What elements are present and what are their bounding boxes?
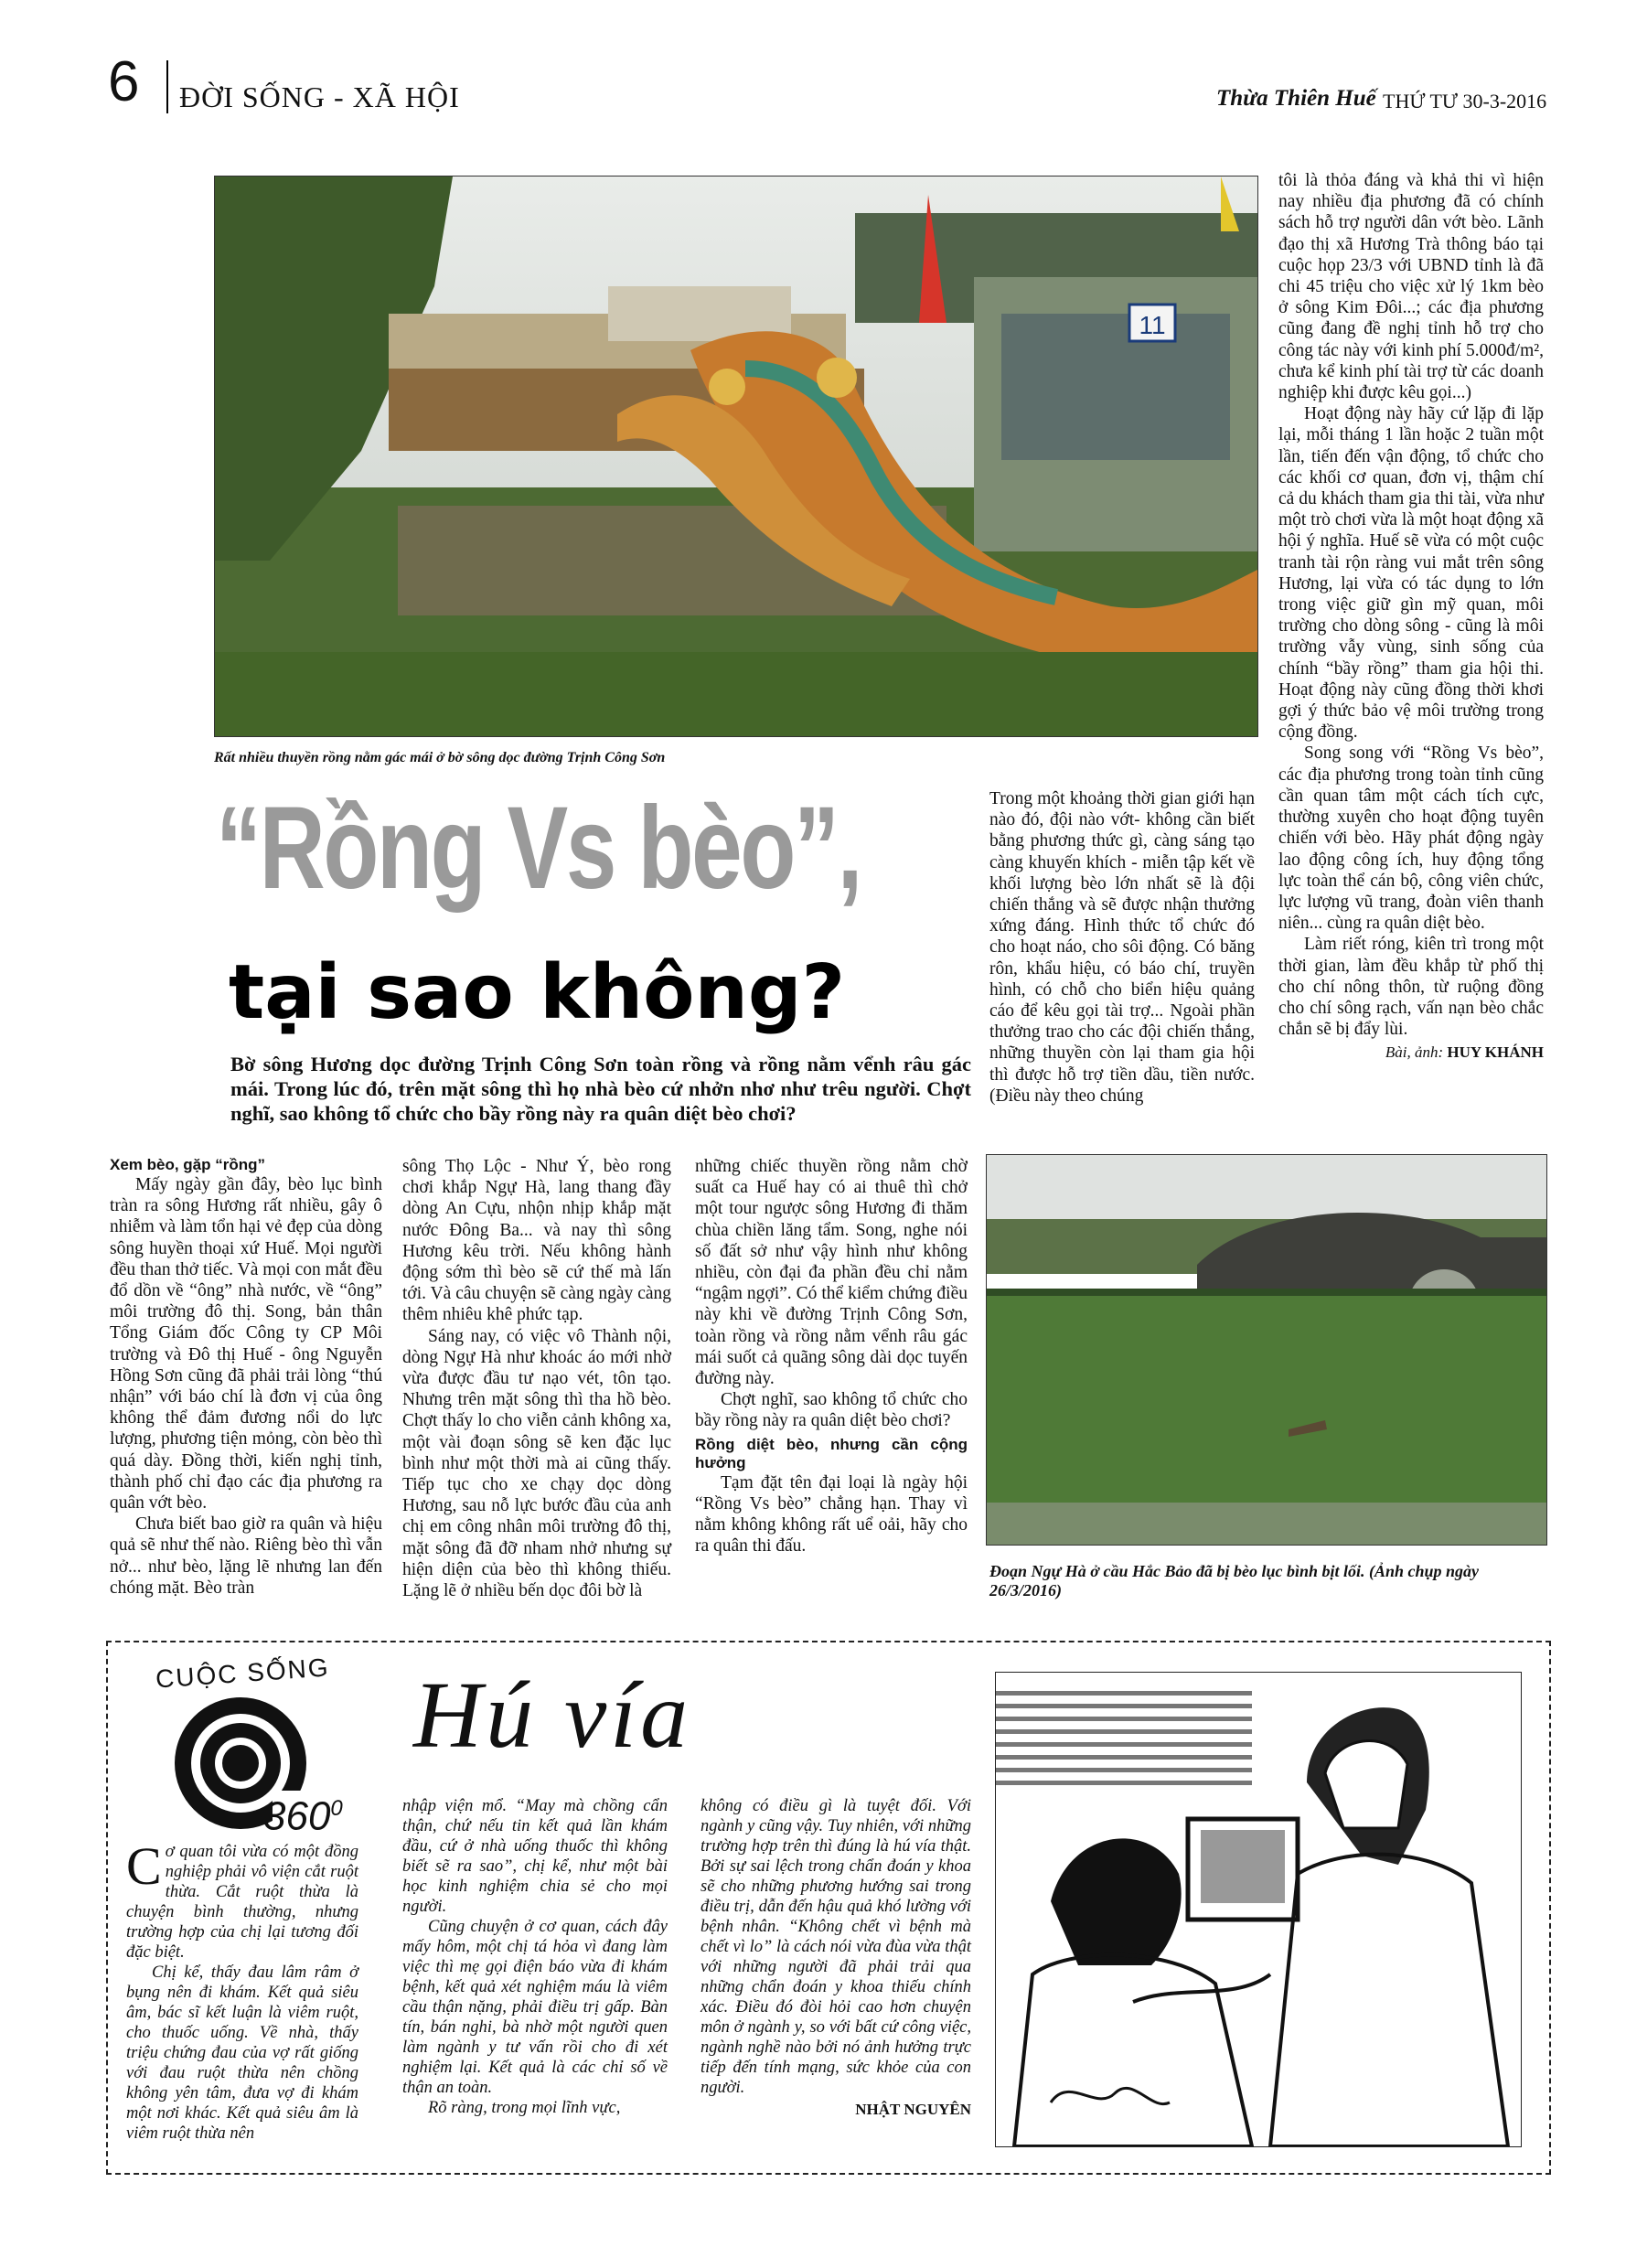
subhead-rong-diet-beo: Rồng diệt bèo, nhưng cần cộng hưởng (695, 1435, 968, 1471)
river-photo (986, 1154, 1547, 1546)
river-illustration (987, 1155, 1546, 1545)
sketch-graphic (996, 1673, 1521, 2146)
boat-number: 11 (1139, 311, 1166, 339)
issue-date: THỨ TƯ 30-3-2016 (1383, 90, 1547, 112)
column-box-col-2 (402, 1796, 668, 2118)
drop-cap: C (126, 1836, 162, 1896)
paragraph: Cơ quan tôi vừa có một đồng nghiệp phải vô viện cắt ruột thừa. Cắt ruột thừa là chuyện bình thường, nhưng trường hợp của chị lại tương đối đặc biệt. (126, 1836, 358, 1962)
paragraph: không có điều gì là tuyệt đối. Với ngành y cũng vậy. Tuy nhiên, với những trường hợp trên thì đúng là hú vía thật. Bởi sự sai lệch trong chẩn đoán y khoa sẽ cho những phương hướng sai trong điều trị, dẫn đến hậu quả khó lường với bệnh nhân. “Không chết vì bệnh mà chết vì lo” là cách nói vừa đùa vừa thật với những người đã phải trải qua những chẩn đoán y khoa thiếu chính xác. Điều đó đòi hỏi cao hơn chuyện môn ở ngành y, so với bất cứ công việc, ngành nghề nào bởi nó ảnh hưởng trực tiếp đến tính mạng, sức khỏe của con người. (701, 1797, 971, 2097)
paper-name: Thừa Thiên Huế (1216, 86, 1376, 111)
column-box-col-3 (701, 1796, 971, 2120)
paragraph: Sáng nay, có việc vô Thành nội, dòng Ngự Hà như khoác áo mới nhờ vừa được đầu tư nạo vét, tôn tạo. Nhưng trên mặt sông thì tha hồ bèo. Chợt thấy lo cho viễn cảnh không xa, một vài đoạn sông sẽ ken đặc lục bình như một thời mà ai cũng thấy. Tiếp tục cho xe chạy dọc dòng Hương, sau nỗ lực bước đầu của anh chị em công nhân môi trường đô thị, mặt sông đã đỡ nham nhở nhưng sự hiện diện của bèo thì không thiếu. Lặng lẽ ở nhiều bến dọc đôi bờ là (402, 1326, 671, 1601)
header-divider (166, 60, 168, 113)
top-photo-caption: Rất nhiều thuyền rồng nằm gác mái ở bờ sông dọc đường Trịnh Công Sơn (214, 750, 666, 765)
paragraph: Tạm đặt tên đại loại là ngày hội “Rồng Vs bèo” chẳng hạn. Thay vì nằm không không rất uể oải, hãy cho ra quân thi đấu. (695, 1472, 968, 1557)
headline-line2: tại sao không? (229, 949, 846, 1036)
column-box-col-1 (126, 1836, 358, 2144)
cuoc-song-360-logo (135, 1653, 346, 1839)
paragraph: những chiếc thuyền rồng nằm chờ suất ca Huế hay có ai thuê thì chở một tour ngược sông Hương đi thăm chùa chiền lăng tẩm. Song, nghe nói số đất sở như vậy hình như không nhiều, còn đại đa phần đều chỉ nằm “ngậm ngợi”. Có thể kiểm chứng điều này khi về đường Trịnh Công Sơn, toàn rồng và rồng nằm vểnh râu gác mái suốt cả quãng sông dài dọc tuyến đường này. (695, 1157, 968, 1389)
byline (1278, 1042, 1544, 1063)
paragraph: Rõ ràng, trong mọi lĩnh vực, (428, 2099, 621, 2117)
river-photo-caption: Đoạn Ngự Hà ở cầu Hắc Bảo đã bị bèo lục bình bịt lối. (Ảnh chụp ngày 26/3/2016) (989, 1562, 1479, 1599)
column-author: NHẬT NGUYÊN (855, 2101, 971, 2118)
headline-line1: “Rồng Vs bèo”, (216, 783, 861, 914)
article-column-5 (1278, 170, 1544, 1064)
paragraph: tôi là thỏa đáng và khả thi vì hiện nay nhiều địa phương đã có chính sách hỗ trợ người dân vớt bèo. Lãnh đạo thị xã Hương Trà thông báo tại cuộc họp 23/3 với UBND tỉnh là đã chi 45 triệu cho việc xử lý 1km bèo ở sông Kim Đôi...; các địa phương cũng đang đề nghị tỉnh hỗ trợ cho công tác này với kinh phí 5.000đ/m², chưa kể kinh phí tài trợ từ các doanh nghiệp khi được kêu gọi...) (1278, 171, 1544, 403)
article-column-1 (110, 1156, 382, 1599)
article-lead: Bờ sông Hương dọc đường Trịnh Công Sơn toàn rồng và rồng nằm vểnh râu gác mái. Trong lúc đó, trên mặt sông thì họ nhà bèo cứ nhởn nhơ như trêu người. Chợt nghĩ, sao không tổ chức cho bầy rồng này ra quân diệt bèo chơi? (230, 1053, 971, 1125)
dragon-boats-illustration (215, 177, 1257, 736)
paragraph: Hoạt động này hãy cứ lặp đi lặp lại, mỗi tháng 1 lần hoặc 2 tuần một lần, tiến đến vận động, tổ chức cho các khối cơ quan, đơn vị, thậm chí cả du khách tham gia thi tài, vừa như một trò chơi vừa là một hoạt động xã hội ý nghĩa. Huế sẽ vừa có một cuộc tranh tài rộn ràng vui mắt trên sông Hương, lại vừa có tác dụng to lớn trong việc giữ gìn mỹ quan, môi trường cho dòng sông - cũng là môi trường vẫy vùng, sinh sống của chính “bầy rồng” tham gia hội thi. Hoạt động này cũng đồng thời khơi gợi ý thức bảo vệ môi trường trong cộng đồng. (1278, 404, 1544, 743)
section-title: ĐỜI SỐNG - XÃ HỘI (179, 80, 460, 113)
subhead-xem-beo: Xem bèo, gặp “rồng” (110, 1156, 266, 1173)
byline-label: Bài, ảnh: (1385, 1043, 1444, 1062)
page-number: 6 (108, 50, 140, 113)
paragraph: Chị kể, thấy đau lâm râm ở bụng nên đi khám. Kết quả siêu âm, bác sĩ kết luận là viêm ruột, cho thuốc uống. Về nhà, thấy triệu chứng đau của vợ rất giống với đau ruột thừa nên chồng không yên tâm, đưa vợ đi khám một nơi khác. Kết quả siêu âm là viêm ruột thừa nên (126, 1963, 358, 2143)
article-column-4 (989, 788, 1255, 1107)
byline-name: HUY KHÁNH (1447, 1043, 1544, 1062)
paragraph: Song song với “Rồng Vs bèo”, các địa phương trong toàn tỉnh cũng cần quan tâm một cách tích cực, thường xuyên cho hoạt động tuyên chiến với bèo. Hãy phát động ngày lao động công ích, huy động tổng lực toàn thể cán bộ, công viên chức, lực lượng vũ trang, đoàn viên thanh niên... cùng ra quân diệt bèo. (1278, 744, 1544, 934)
paragraph: Cũng chuyện ở cơ quan, cách đây mấy hôm, một chị tá hỏa vì đang làm việc thì mẹ gọi điện báo vừa đi khám bệnh, kết quả xét nghiệm máu là viêm cầu thận nặng, phải điều trị gấp. Bàn tín, bán nghi, bà nhờ một người quen làm ngành y tư vấn rồi cho đi xét nghiệm lại. Kết quả là các chỉ số về thận an toàn. (402, 1918, 668, 2097)
paragraph: sông Thọ Lộc - Như Ý, bèo rong chơi khắp Ngự Hà, lang thang đầy dòng An Cựu, nhộn nhịp khắp mặt nước Đông Ba... và nay thì sông Hương kêu trời. Nếu không hành động sớm thì bèo sẽ cứ thế mà lấn tới. Và câu chuyện sẽ càng ngày càng thêm nhiêu khê phức tạp. (402, 1157, 671, 1325)
article-column-3 (695, 1156, 968, 1557)
paragraph: Trong một khoảng thời gian giới hạn nào đó, đội nào vớt- không cần biết bằng phương thức gì, càng sáng tạo càng khuyến khích - miễn tập kết về khối lượng bèo lớn nhất sẽ là đội chiến thắng và sẽ được nhận thưởng xứng đáng. Hình thức tổ chức đó cho hoạt náo, cho sôi động. Có băng rôn, khẩu hiệu, có báo chí, truyền hình, có chỗ cho biển hiệu quảng cáo để kêu gọi tài trợ... Ngoài phần thưởng trao cho các đội chiến thắng, những thuyền còn lại tham gia hội thì được hỗ trợ tiền dầu, tiền nước. (Điều này theo chúng (989, 789, 1255, 1106)
article-column-2 (402, 1156, 671, 1601)
logo-degree: 0 (330, 1796, 343, 1821)
logo-number-digits: 360 (263, 1793, 331, 1839)
column-title: Hú vía (413, 1663, 692, 1768)
paragraph: Chợt nghĩ, sao không tổ chức cho bầy rồng này ra quân diệt bèo chơi? (695, 1390, 968, 1431)
logo-number (263, 1787, 343, 1839)
paragraph: Mấy ngày gần đây, bèo lục bình tràn ra sông Hương rất nhiều, gây ô nhiễm và làm tổn hại vẻ đẹp của dòng sông huyền thoại xứ Huế. Mọi người đều than thở tiếc. Và mọi con mắt đều đổ dồn về “ông” nhà nước, về “ông” môi trường đô thị. Song, bản thân Tổng Giám đốc Công ty CP Môi trường và Đô thị Huế - ông Nguyễn Hồng Sơn cũng đã phải trải lòng “thú nhận” với báo chí là đơn vị của ông không thể đảm đương nổi do lực lượng, phương tiện mỏng, còn bèo thì quá dày. Đồng thời, kiến nghị tỉnh, thành phố chỉ đạo các địa phương ra quân vớt bèo. (110, 1175, 382, 1514)
dragon-boats-photo (214, 176, 1258, 737)
logo-text: CUỘC SỐNG (155, 1653, 331, 1694)
paragraph: Chưa biết bao giờ ra quân và hiệu quả sẽ như thế nào. Riêng bèo thì vẫn nở... như bèo, lặng lẽ nhưng lan đến chóng mặt. Bèo tràn (110, 1514, 382, 1598)
paragraph: Làm riết róng, kiên trì trong một thời gian, làm đều khắp từ phố thị cho chí nông thôn, từ ruộng đồng cho chí sông rạch, vấn nạn bèo chắc chắn sẽ bị đẩy lùi. (1278, 935, 1544, 1040)
paragraph: nhập viện mổ. “May mà chồng cẩn thận, chứ nếu tin kết quả lần khám đầu, cứ ở nhà uống thuốc thì không biết sẽ ra sao”, chị kể, như một bài học kinh nghiệm chia sẻ cho mọi người. (402, 1797, 668, 1916)
doctor-patient-illustration (995, 1672, 1522, 2147)
